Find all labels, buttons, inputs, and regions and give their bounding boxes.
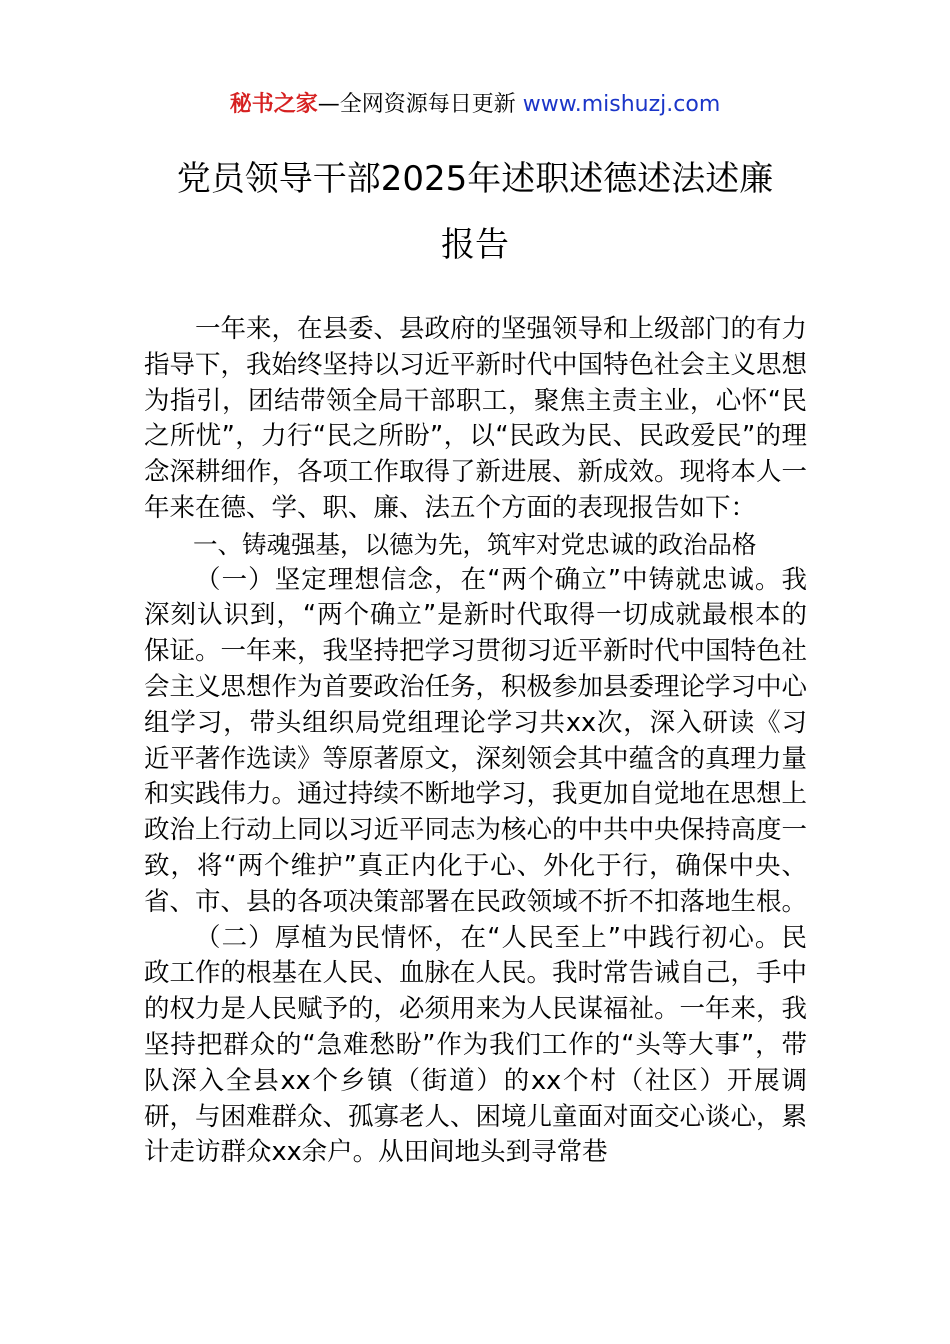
intro-paragraph: 一年来，在县委、县政府的坚强领导和上级部门的有力指导下，我始终坚持以习近平新时代中国特色社会主义思想为指引，团结带领全局干部职工，聚焦主责主业，心怀“民之所忧”，力行“民之所盼”，以“民政为民、民政爱民”的理念深耕细作，各项工作取得了新进展、新成效。现将本人一年来在德、学、职、廉、法五个方面的表现报告如下： — [144, 314, 808, 523]
title-line-2: 报告 — [441, 225, 509, 265]
body-paragraph-2: （二）厚植为民情怀，在“人民至上”中践行初心。民政工作的根基在人民、血脉在人民。我时常告诫自己，手中的权力是人民赋予的，必须用来为人民谋福祉。一年来，我坚持把群众的“急难愁盼”作为我们工作的“头等大事”，带队深入全县xx个乡镇（街道）的xx个村（社区）开展调研，与困难群众、孤寡老人、困境儿童面对面交心谈心，累计走访群众xx余户。从田间地头到寻常巷 — [144, 922, 808, 1168]
document-body — [144, 312, 807, 1171]
title-line-1: 党员领导干部2025年述职述德述法述廉 — [176, 159, 774, 199]
site-url-link[interactable]: www.mishuzj.com — [522, 92, 721, 117]
body-paragraph-1: （一）坚定理想信念，在“两个确立”中铸就忠诚。我深刻认识到，“两个确立”是新时代取得一切成就最根本的保证。一年来，我坚持把学习贯彻习近平新时代中国特色社会主义思想作为首要政治任务，积极参加县委理论学习中心组学习，带头组织局党组理论学习共xx次，深入研读《习近平著作选读》等原著原文，深刻领会其中蕴含的真理力量和实践伟力。通过持续不断地学习，我更加自觉地在思想上政治上行动上同以习近平同志为核心的中共中央保持高度一致，将“两个维护”真正内化于心、外化于行，确保中央、省、市、县的各项决策部署在民政领域不折不扣落地生根。 — [144, 564, 808, 917]
site-tagline: —全网资源每日更新 — [317, 92, 523, 117]
document-title — [120, 146, 830, 278]
section-heading: 一、铸魂强基，以德为先，筑牢对党忠诚的政治品格 — [193, 529, 757, 559]
site-name: 秘书之家 — [229, 92, 318, 117]
site-header — [0, 88, 950, 122]
